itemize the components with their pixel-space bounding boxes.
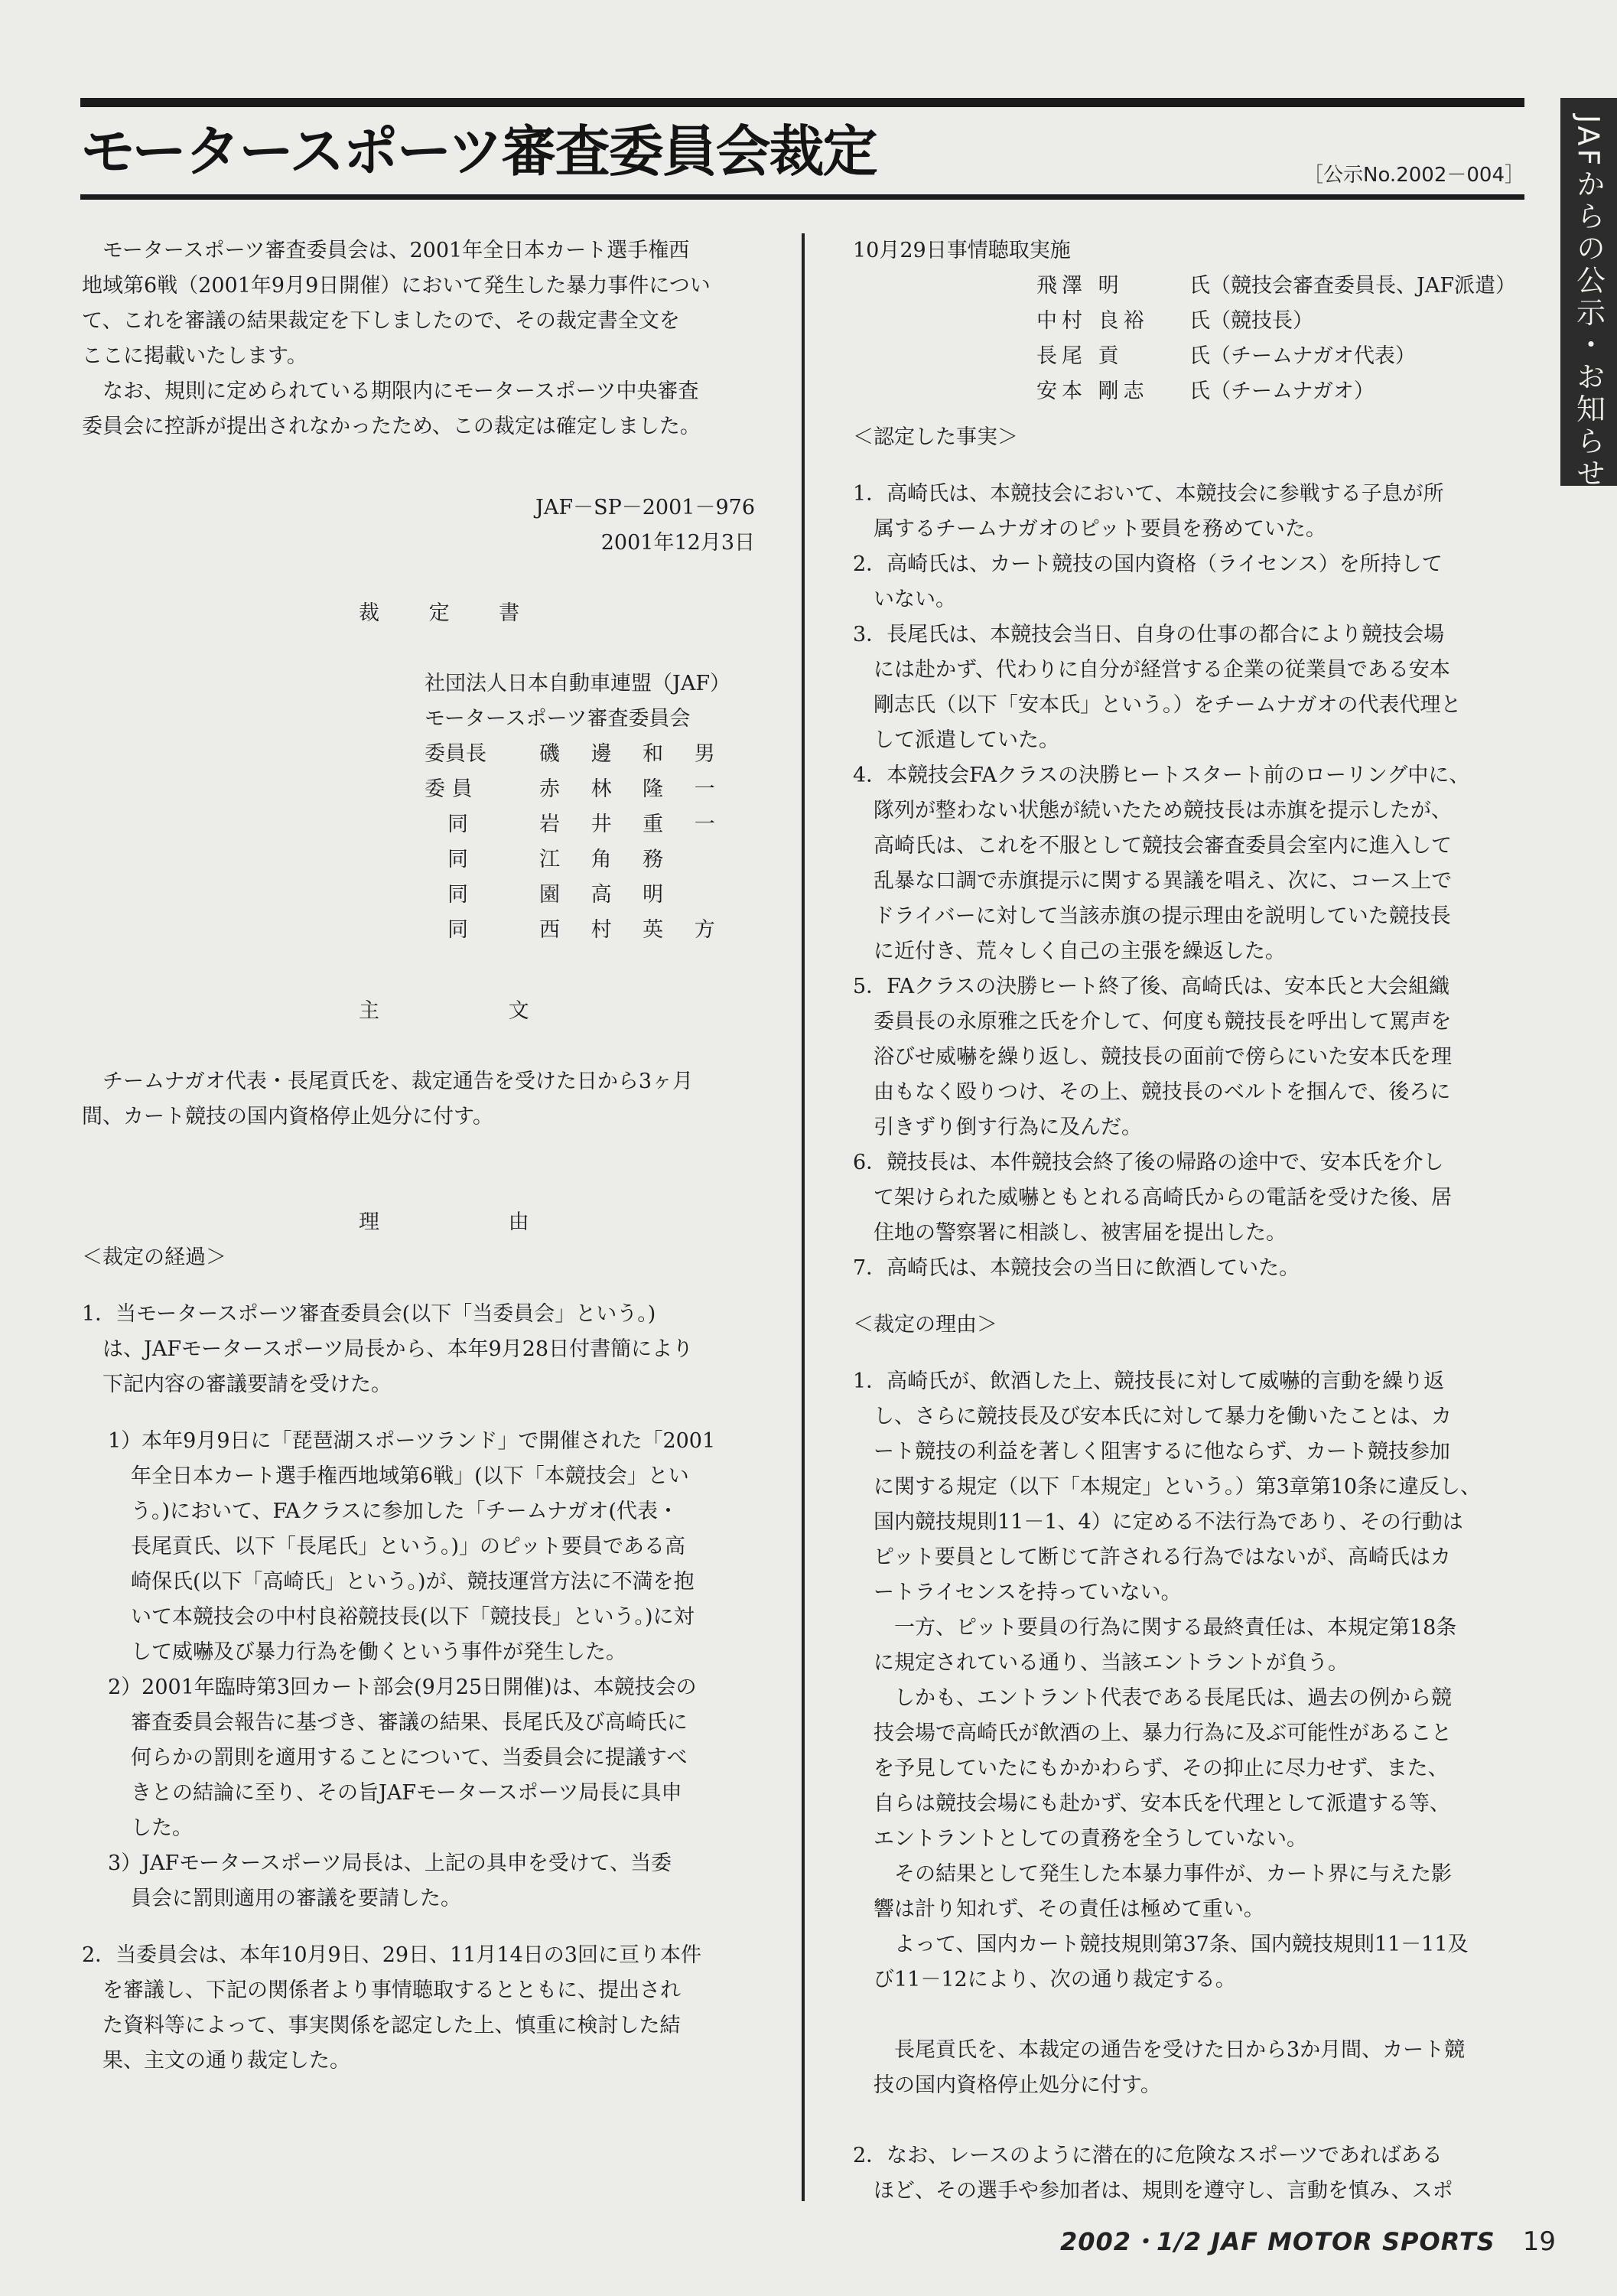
left-column — [82, 233, 755, 2079]
committee-member — [425, 913, 755, 948]
reason-subheading: ＜裁定の理由＞ — [853, 1313, 997, 1337]
process-item-1: 1．当モータースポーツ審査委員会(以下「当委員会」という。) — [82, 1302, 656, 1326]
member-name: 赤 林 隆 一 — [539, 777, 727, 801]
process-sub-item: きとの結論に至り、その旨JAFモータースポーツ局長に具申 — [131, 1781, 682, 1805]
reason-paragraph: 技会場で高崎氏が飲酒の上、暴力行為に及ぶ可能性があること — [874, 1721, 1452, 1745]
reason-paragraph: エントラントとしての責務を全うしていない。 — [874, 1827, 1307, 1851]
title-rule-bottom — [80, 194, 1524, 200]
fact-item: 1．高崎氏は、本競技会において、本競技会に参戦する子息が所 — [853, 482, 1444, 506]
process-sub-item: 1）本年9月9日に「琵琶湖スポーツランド」で開催された「2001 — [108, 1429, 716, 1453]
process-sub-item: いて本競技会の中村良裕競技長(以下「競技長」という。)に対 — [131, 1605, 695, 1629]
fact-item: 由もなく殴りつけ、その上、競技長のベルトを掴んで、後ろに — [874, 1080, 1451, 1104]
fact-item: には赴かず、代わりに自分が経営する企業の従業員である安本 — [874, 658, 1450, 682]
fact-item: 引きずり倒す行為に及んだ。 — [874, 1115, 1142, 1139]
interviewee-name: 中村 良裕 — [1036, 309, 1149, 333]
intro-line: て、これを審議の結果裁定を下しましたので、その裁定書全文を — [82, 309, 680, 333]
reason-paragraph: を予見していたにもかかわらず、その抑止に尽力せず、また、 — [874, 1757, 1449, 1780]
process-sub-item: して威嚇及び暴力行為を働くという事件が発生した。 — [131, 1640, 626, 1664]
main-text-line: チームナガオ代表・長尾貢氏を、裁定通告を受けた日から3ヶ月 — [102, 1070, 694, 1093]
section-side-tab — [1560, 98, 1617, 490]
fact-item: ドライバーに対して当該赤旗の提示理由を説明していた競技長 — [874, 904, 1451, 928]
process-item-2: を審議し、下記の関係者より事情聴取するとともに、提出され — [102, 1978, 681, 2002]
reason-item-2: ほど、その選手や参加者は、規則を遵守し、言動を慎み、スポ — [874, 2179, 1453, 2203]
process-item-2: た資料等によって、事実関係を認定した上、慎重に検討した結 — [102, 2014, 681, 2037]
reason-paragraph: よって、国内カート競技規則第37条、国内競技規則11－11及 — [894, 1933, 1469, 1956]
member-name: 園 高 明 — [539, 883, 676, 907]
fact-item: 5．FAクラスの決勝ヒート終了後、高崎氏は、安本氏と大会組織 — [853, 975, 1450, 998]
intro-line: 委員会に控訴が提出されなかったため、この裁定は確定しました。 — [82, 415, 701, 438]
interviewee-note: 氏（チームナガオ代表） — [1189, 344, 1416, 368]
facts-subheading: ＜認定した事実＞ — [853, 425, 1018, 449]
process-item-1: は、JAFモータースポーツ局長から、本年9月28日付書簡により — [102, 1337, 694, 1361]
reason-paragraph: 一方、ピット要員の行為に関する最終責任は、本規定第18条 — [894, 1616, 1457, 1640]
intro-line: なお、規則に定められている期限内にモータースポーツ中央審査 — [102, 379, 699, 403]
process-item-2: 2．当委員会は、本年10月9日、29日、11月14日の3回に亘り本件 — [82, 1943, 701, 1967]
right-column — [853, 233, 1526, 2209]
column-divider — [802, 233, 805, 2201]
reason-item-1: ートライセンスを持っていない。 — [874, 1581, 1182, 1604]
committee-member — [425, 807, 755, 842]
fact-item: 乱暴な口調で赤旗提示に関する異議を唱え、次に、コース上で — [874, 869, 1453, 893]
committee-member — [425, 772, 755, 807]
process-item-1: 下記内容の審議要請を受けた。 — [102, 1373, 392, 1396]
reason-paragraph: び11－12により、次の通り裁定する。 — [874, 1968, 1236, 1991]
fact-item: 3．長尾氏は、本競技会当日、自身の仕事の都合により競技会場 — [853, 623, 1445, 646]
process-sub-item: 員会に罰則適用の審議を要請した。 — [131, 1887, 461, 1910]
notice-number: ［公示No.2002－004］ — [1303, 164, 1524, 187]
interviewee-note: 氏（競技会審査委員長、JAF派遣） — [1189, 274, 1517, 298]
fact-item: 4．本競技会FAクラスの決勝ヒートスタート前のローリング中に、 — [853, 764, 1470, 787]
process-sub-item: う。)において、FAクラスに参加した「チームナガオ(代表・ — [131, 1500, 679, 1523]
ruling-result: 長尾貢氏を、本裁定の通告を受けた日から3か月間、カート競 — [894, 2038, 1466, 2062]
interviewee-name: 長尾 貢 — [1036, 344, 1124, 368]
committee-member — [425, 737, 755, 772]
page-footer — [1060, 2219, 1556, 2265]
reason-paragraph: 響は計り知れず、その責任は極めて重い。 — [874, 1897, 1264, 1921]
member-role: 同 — [447, 883, 468, 907]
fact-item: 高崎氏は、これを不服として競技会審査委員会室内に進入して — [874, 834, 1452, 858]
organization-name: 社団法人日本自動車連盟（JAF） — [425, 672, 731, 695]
fact-item: 委員長の永原雅之氏を介して、何度も競技長を呼出して罵声を — [874, 1010, 1452, 1034]
committee-member — [425, 878, 755, 913]
process-sub-item: 長尾貢氏、以下「長尾氏」という。)」のピット要員である高 — [131, 1535, 685, 1558]
fact-item: 7．高崎氏は、本競技会の当日に飲酒していた。 — [853, 1256, 1300, 1280]
process-sub-item: 3）JAFモータースポーツ局長は、上記の具申を受けて、当委 — [108, 1851, 672, 1875]
member-name: 江 角 務 — [539, 848, 676, 871]
fact-item: 剛志氏（以下「安本氏」という。）をチームナガオの代表代理と — [874, 693, 1462, 717]
interviewee — [853, 304, 1526, 339]
reason-item-1: 国内競技規則11－1、4）に定める不法行為であり、その行動は — [874, 1510, 1463, 1534]
process-sub-item: 2）2001年臨時第3回カート部会(9月25日開催)は、本競技会の — [108, 1676, 697, 1699]
reason-item-2: 2．なお、レースのように潜在的に危険なスポーツであればある — [853, 2144, 1443, 2167]
interviewee-note: 氏（競技長） — [1189, 309, 1313, 333]
member-role: 同 — [447, 918, 468, 942]
intro-line: モータースポーツ審査委員会は、2001年全日本カート選手権西 — [102, 239, 690, 262]
member-name: 磯 邊 和 男 — [539, 742, 727, 766]
interviewee — [853, 374, 1526, 409]
process-sub-item: した。 — [131, 1816, 193, 1840]
member-name: 西 村 英 方 — [539, 918, 727, 942]
member-role: 委 員 — [425, 777, 473, 801]
process-subheading: ＜裁定の経過＞ — [82, 1246, 226, 1269]
fact-item: 2．高崎氏は、カート競技の国内資格（ライセンス）を所持して — [853, 552, 1443, 576]
side-tab-label: JAFからの公示・お知らせ — [1571, 115, 1606, 490]
committee-signature-block — [82, 666, 755, 948]
ruling-heading: 裁 定 書 — [359, 601, 542, 625]
fact-item: 6．競技長は、本件競技会終了後の帰路の途中で、安本氏を介し — [853, 1151, 1444, 1174]
fact-item: て架けられた威嚇ともとれる高崎氏からの電話を受けた後、居 — [874, 1186, 1452, 1210]
fact-item: 属するチームナガオのピット要員を務めていた。 — [874, 517, 1326, 541]
process-sub-item: 何らかの罰則を適用することについて、当委員会に提議すべ — [131, 1746, 688, 1770]
member-name: 岩 井 重 一 — [539, 813, 727, 836]
fact-item: して派遣していた。 — [874, 728, 1059, 752]
committee-name: モータースポーツ審査委員会 — [425, 707, 691, 731]
member-role: 同 — [447, 848, 468, 871]
reason-item-1: に関する規定（以下「本規定」という。）第3章第10条に違反し、 — [874, 1475, 1482, 1499]
process-sub-item: 崎保氏(以下「高崎氏」という。)が、競技運営方法に不満を抱 — [131, 1570, 695, 1594]
reason-heading: 理 由 — [359, 1210, 591, 1234]
fact-item: 住地の警察署に相談し、被害届を提出した。 — [874, 1221, 1287, 1245]
process-sub-item: 審査委員会報告に基づき、審議の結果、長尾氏及び高崎氏に — [131, 1711, 688, 1734]
magazine-name: 2002・1/2 JAF MOTOR SPORTS — [1059, 2227, 1495, 2256]
page-number: 19 — [1522, 2226, 1556, 2257]
interview-title: 10月29日事情聴取実施 — [853, 239, 1071, 262]
fact-item: 浴びせ威嚇を繰り返し、競技長の面前で傍らにいた安本氏を理 — [874, 1045, 1452, 1069]
main-text-line: 間、カート競技の国内資格停止処分に付す。 — [82, 1105, 493, 1128]
ruling-result: 技の国内資格停止処分に付す。 — [874, 2073, 1161, 2097]
title-rule-top — [80, 98, 1524, 107]
committee-member — [425, 842, 755, 878]
member-role: 同 — [447, 813, 468, 836]
reason-item-1: し、さらに競技長及び安本氏に対して暴力を働いたことは、カ — [874, 1405, 1452, 1428]
reason-paragraph: に規定されている通り、当該エントラントが負う。 — [874, 1651, 1349, 1675]
intro-line: ここに掲載いたします。 — [82, 344, 307, 368]
interviewee-name: 飛澤 明 — [1036, 274, 1124, 298]
interviewee-name: 安本 剛志 — [1036, 379, 1149, 403]
interviewee — [853, 339, 1526, 374]
reason-paragraph: しかも、エントラント代表である長尾氏は、過去の例から競 — [894, 1686, 1452, 1710]
reason-item-1: ピット要員として断じて許される行為ではないが、高崎氏はカ — [874, 1545, 1451, 1569]
reason-paragraph: その結果として発生した本暴力事件が、カート界に与えた影 — [894, 1862, 1452, 1886]
interviewee-note: 氏（チームナガオ） — [1189, 379, 1375, 403]
process-item-2: 果、主文の通り裁定した。 — [102, 2049, 350, 2073]
reason-item-1: 1．高崎氏が、飲酒した上、競技長に対して威嚇的言動を繰り返 — [853, 1369, 1445, 1393]
process-sub-item: 年全日本カート選手権西地域第6戦」(以下「本競技会」とい — [131, 1464, 689, 1488]
fact-item: に近付き、荒々しく自己の主張を繰返した。 — [874, 940, 1286, 963]
reason-paragraph: 自らは競技会場にも赴かず、安本氏を代理として派遣する等、 — [874, 1792, 1450, 1816]
interviewee — [853, 269, 1526, 304]
fact-item: いない。 — [874, 588, 956, 611]
page-title: モータースポーツ審査委員会裁定 — [80, 119, 877, 184]
reason-item-1: ート競技の利益を著しく阻害するに他ならず、カート競技参加 — [874, 1440, 1450, 1464]
main-text-heading: 主 文 — [359, 999, 591, 1023]
fact-item: 隊列が整わない状態が続いたため競技長は赤旗を提示したが、 — [874, 799, 1452, 822]
member-role: 委員長 — [425, 742, 486, 766]
document-number: JAF－SP－2001－976 — [535, 496, 755, 519]
intro-line: 地域第6戦（2001年9月9日開催）において発生した暴力事件につい — [82, 274, 711, 298]
document-date: 2001年12月3日 — [600, 531, 755, 555]
